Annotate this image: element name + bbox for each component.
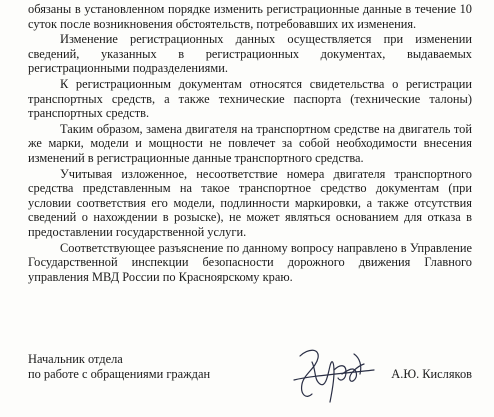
paragraph-engine-number-mismatch: Учитывая изложенное, несоответствие номера двигателя транспортного средства представленным на такое транспортное средство документам (при условии соответствия его модели, подлинности маркировки, а также отсутствия сведений о нахождении в розыске), не может являться основанием для отказа в предоставлении государственной услуги. (28, 166, 472, 239)
paragraph-continuation: обязаны в установленном порядке изменить регистрационные данные в течение 10 суток после возникновения обстоятельств, потребовавших их изменения. (28, 2, 472, 31)
signatory-title (28, 352, 210, 381)
signatory-title-line-1: Начальник отдела (28, 352, 123, 366)
paragraph-clarification-sent: Соответствующее разъяснение по данному вопросу направлено в Управление Государственной инспекции безопасности дорожного движения Главного управления МВД России по Красноярскому краю. (28, 240, 472, 284)
handwritten-signature-icon (290, 344, 382, 406)
paragraph-engine-replacement: Таким образом, замена двигателя на транспортном средстве на двигатель той же марки, модели и мощности не повлечет за собой необходимости внесения изменений в регистрационные данные транспортного средства. (28, 121, 472, 165)
signatory-title-line-2: по работе с обращениями граждан (28, 366, 211, 381)
signature-block (28, 352, 472, 408)
paragraph-registration-changes: Изменение регистрационных данных осуществляется при изменении сведений, указанных в регистрационных документах, выдаваемых регистрационными подразделениями. (28, 32, 472, 76)
signatory-name: А.Ю. Кисляков (391, 366, 472, 381)
paragraph-registration-documents: К регистрационным документам относятся свидетельства о регистрации транспортных средств, а также технические паспорта (технические талоны) транспортных средств. (28, 76, 472, 121)
